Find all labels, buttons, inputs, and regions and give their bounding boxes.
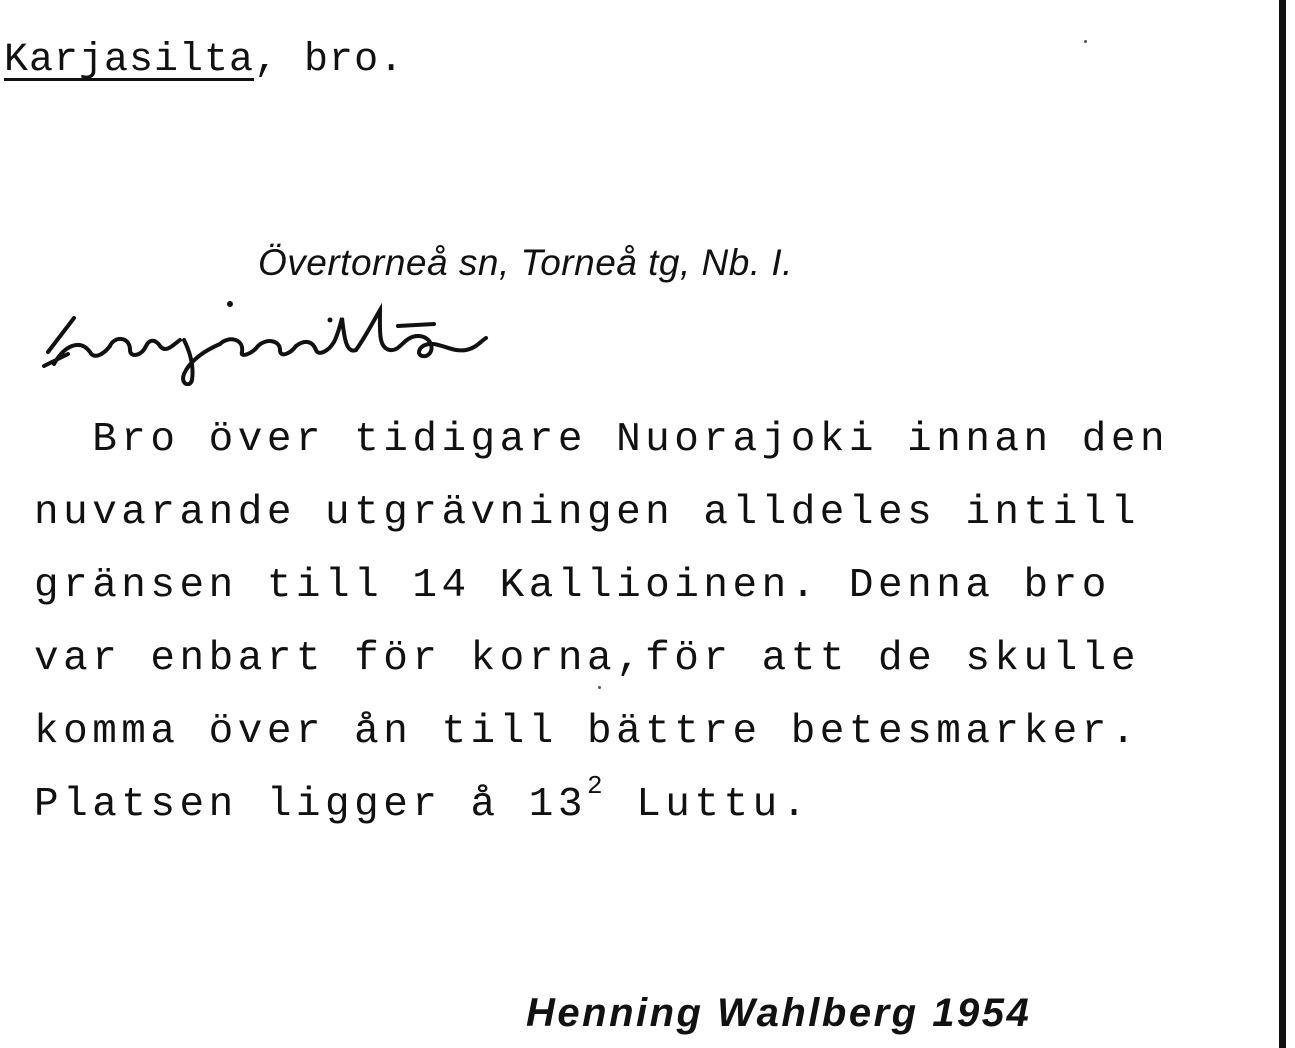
card-edge-line (1279, 0, 1286, 1048)
body-line-6-end: Luttu. (607, 782, 811, 828)
card-body-text (34, 404, 1169, 845)
card-heading (4, 38, 404, 83)
location-line: Övertorneå sn, Torneå tg, Nb. I. (258, 242, 793, 283)
body-line-1: Bro över tidigare Nuorajoki innan den (34, 417, 1170, 463)
body-line-6 (34, 769, 1169, 845)
signature: Henning Wahlberg 1954 (526, 991, 1032, 1035)
body-line-6-text: Platsen ligger å 13 (34, 782, 587, 828)
scan-speck (598, 686, 601, 689)
body-line-3: gränsen till 14 Kallioinen. Denna bro (34, 563, 1111, 609)
superscript-number: 2 (586, 771, 608, 801)
body-line-4: var enbart för korna,för att de skulle (34, 636, 1140, 682)
scan-speck (1084, 40, 1087, 43)
headword: Karjasilta (4, 38, 255, 83)
headword-suffix: , bro. (254, 38, 405, 83)
body-line-5: komma över ån till bättre betesmarker. (34, 709, 1140, 755)
handwritten-note (34, 296, 494, 386)
body-line-2: nuvarande utgrävningen alldeles intill (34, 490, 1140, 536)
